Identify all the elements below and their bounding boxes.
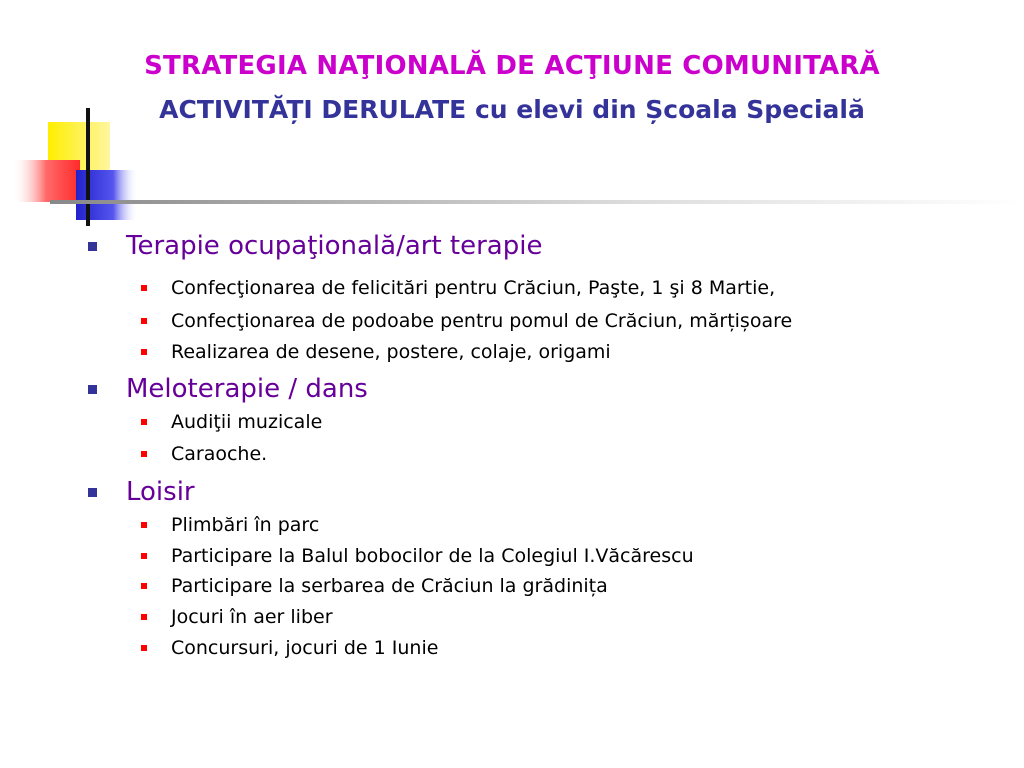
bullet-icon <box>141 614 147 620</box>
section-label: Meloterapie / dans <box>126 374 368 404</box>
list-item-text: Jocuri în aer liber <box>171 606 333 628</box>
section-label: Terapie ocupaţională/art terapie <box>126 231 543 261</box>
list-item-text: Caraoche. <box>171 443 268 465</box>
bullet-icon <box>88 385 97 394</box>
bullet-icon <box>141 553 147 559</box>
bullet-icon <box>141 645 147 651</box>
title-line-2-rest: cu elevi din Școala Specială <box>466 95 865 124</box>
list-item-text: Concursuri, jocuri de 1 Iunie <box>171 637 439 659</box>
list-item-text: Realizarea de desene, postere, colaje, origami <box>171 341 611 363</box>
bullet-icon <box>141 451 147 457</box>
list-item-text: Audiţii muzicale <box>171 411 323 433</box>
bullet-icon <box>88 488 97 497</box>
bullet-icon <box>141 583 147 589</box>
bullet-icon <box>141 318 147 324</box>
list-item-text: Participare la serbarea de Crăciun la grădinița <box>171 575 608 597</box>
bullet-icon <box>141 419 147 425</box>
list-item-text: Confecţionarea de podoabe pentru pomul de Crăciun, mărțișoare <box>171 310 793 332</box>
title-line-2-caps: ACTIVITĂȚI DERULATE <box>159 95 467 124</box>
bullet-icon <box>141 522 147 528</box>
list-item-text: Plimbări în parc <box>171 514 320 536</box>
bullet-icon <box>141 349 147 355</box>
bullet-icon <box>88 242 97 251</box>
bullet-icon <box>141 285 147 291</box>
title-line-1: STRATEGIA NAŢIONALĂ DE ACŢIUNE COMUNITARĂ <box>144 51 880 81</box>
list-item-text: Confecţionarea de felicitări pentru Crăciun, Paşte, 1 şi 8 Martie, <box>171 277 776 299</box>
list-item-text: Participare la Balul bobocilor de la Colegiul I.Văcărescu <box>171 545 694 567</box>
section-label: Loisir <box>126 477 195 507</box>
